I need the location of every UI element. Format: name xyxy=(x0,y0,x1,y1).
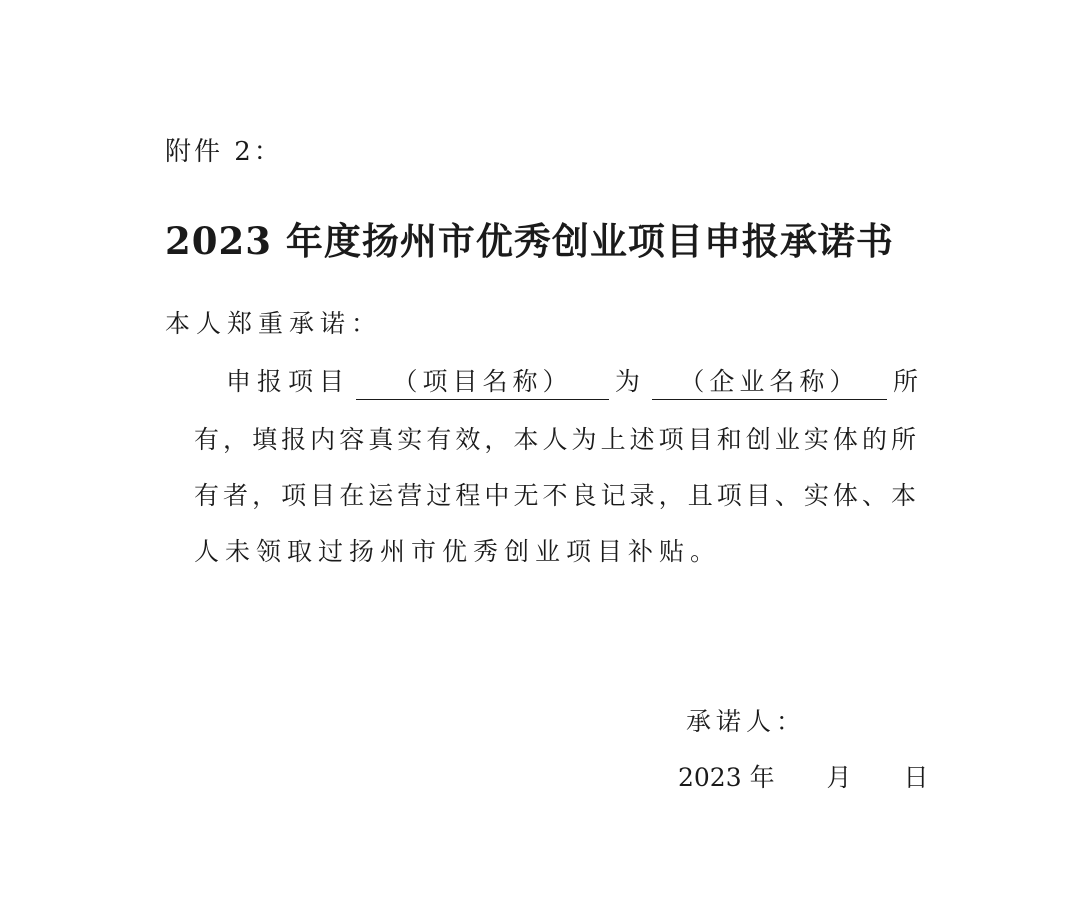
project-name-blank: （项目名称） xyxy=(356,365,609,400)
declaration-line-3: 有者，项目在运营过程中无不良记录，且项目、实体、本 xyxy=(194,481,916,510)
declaration-line-2: 有，填报内容真实有效，本人为上述项目和创业实体的所 xyxy=(194,425,916,454)
date-month: 月 xyxy=(826,763,852,792)
declaration-suffix: 所 xyxy=(892,367,918,396)
promisor-label: 承诺人： xyxy=(686,707,807,736)
intro-text: 本人郑重承诺： xyxy=(165,309,383,338)
declaration-connector: 为 xyxy=(614,367,646,396)
company-name-blank: （企业名称） xyxy=(652,365,887,400)
date-day: 日 xyxy=(903,763,929,792)
declaration-prefix: 申报项目 xyxy=(226,367,351,396)
declaration-line-1 xyxy=(226,362,918,402)
declaration-line-4: 人未领取过扬州市优秀创业项目补贴。 xyxy=(194,537,722,566)
attachment-label: 附件 2： xyxy=(165,137,283,167)
date-year: 2023 年 xyxy=(678,763,775,792)
document-title: 2023 年度扬州市优秀创业项目申报承诺书 xyxy=(165,219,894,263)
signature-date xyxy=(678,758,929,798)
